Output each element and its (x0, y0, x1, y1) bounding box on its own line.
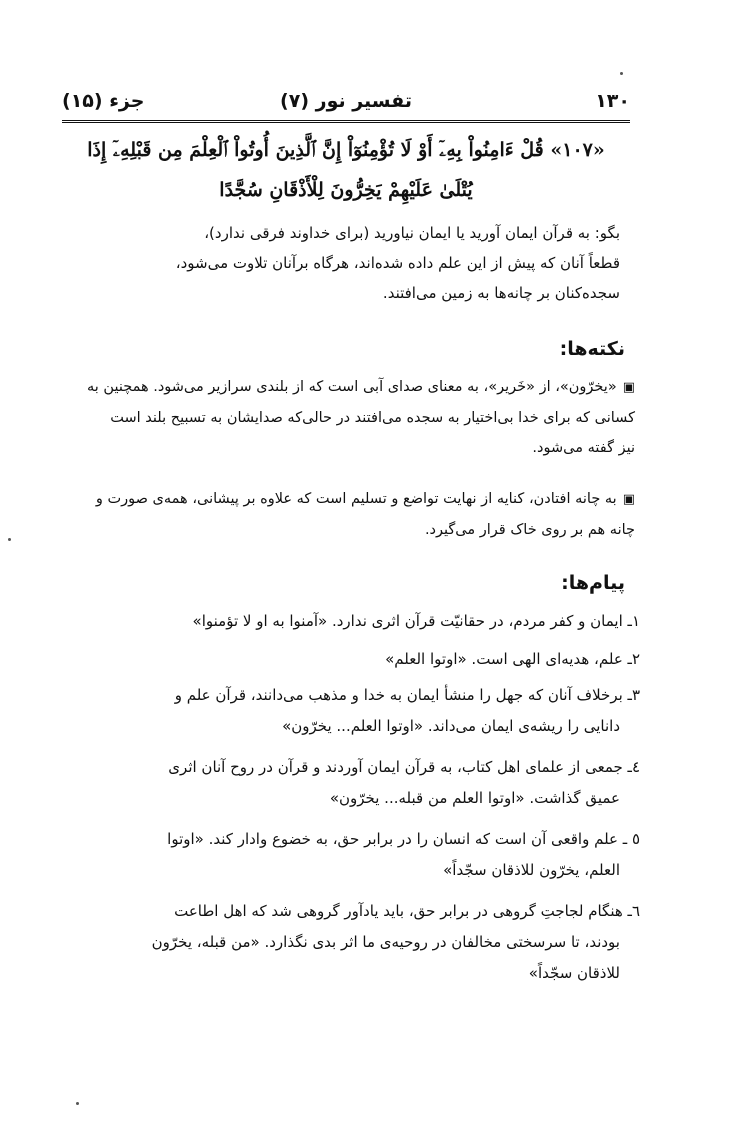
verse-line-1: «۱۰۷» قُلْ ءَامِنُواْ بِهِۦٓ أَوْ لَا تُؤْمِنُوٓاْ إِنَّ ٱلَّذِينَ أُوتُواْ ٱلْعِلْمَ مِن قَبْلِهِۦٓ إِذَا (87, 139, 605, 161)
message-2-line-1: ۲ـ علم، هدیه‌ای الهی است. «اوتوا العلم» (385, 650, 640, 668)
message-6-line-3: للاذقان سجّداً» (528, 964, 620, 982)
scan-speck (76, 1102, 79, 1105)
message-item (62, 644, 640, 675)
note-1-line-3: نیز گفته می‌شود. (532, 440, 635, 456)
message-4-line-1: ٤ـ جمعی از علمای اهل کتاب، به قرآن ایمان آوردند و قرآن در روح آنان اثری (168, 758, 640, 776)
notes-heading: نکته‌ها: (559, 338, 625, 360)
note-item (95, 484, 635, 545)
messages-heading: پیام‌ها: (561, 572, 625, 594)
book-title: تفسیر نور (۷) (280, 90, 412, 112)
translation-line-3: سجده‌کنان بر چانه‌ها به زمین می‌افتند. (382, 284, 620, 302)
message-1-line-1: ۱ـ ایمان و کفر مردم، در حقانیّت قرآن اثری ندارد. «آمنوا به او لا تؤمنوا» (192, 612, 640, 630)
note-item (87, 372, 635, 463)
message-item (62, 606, 640, 637)
message-item (62, 896, 640, 989)
page-header (62, 88, 630, 123)
message-item (62, 680, 640, 742)
scan-speck (8, 538, 11, 541)
note-1-line-1: «یخرّون»، از «خَریر»، به معنای صدای آبی است که از بلندی سرازیر می‌شود. همچنین به (87, 379, 617, 395)
verse-line-2: يُتْلَىٰ عَلَيْهِمْ يَخِرُّونَ لِلْأَذْقَانِ سُجَّدًا (219, 179, 473, 201)
translation-line-1: بگو: به قرآن ایمان آورید یا ایمان نیاورید (برای خداوند فرقی ندارد)، (204, 224, 620, 242)
juz-label: جزء (۱۵) (62, 90, 145, 112)
verse-translation (90, 218, 620, 308)
note-2-line-2: چانه هم بر روی خاک قرار می‌گیرد. (424, 522, 635, 538)
quran-verse (62, 130, 630, 210)
message-item (62, 752, 640, 814)
page-number: ۱۳۰ (595, 90, 630, 112)
message-6-line-2: بودند، تا سرسختی مخالفان در روحیه‌ی ما اثر بدی نگذارد. «من قبله، یخرّون (151, 933, 620, 951)
square-bullet-icon: ▣ (622, 492, 635, 507)
square-bullet-icon: ▣ (622, 380, 635, 395)
message-5-line-2: العلم، یخرّون للاذقان سجّداً» (443, 861, 620, 879)
message-3-line-2: دانایی را ریشه‌ی ایمان می‌داند. «اوتوا العلم... یخرّون» (282, 717, 620, 735)
message-6-line-1: ٦ـ هنگام لجاجتِ گروهی در برابر حق، باید یادآور گروهی شد که اهل اطاعت (174, 902, 640, 920)
message-item (62, 824, 640, 886)
message-5-line-1: ٥ ـ علم واقعی آن است که انسان را در برابر حق، به خضوع وادار کند. «اوتوا (167, 830, 640, 848)
scan-speck (620, 72, 623, 75)
message-3-line-1: ۳ـ برخلاف آنان که جهل را منشأ ایمان به خدا و مذهب می‌دانند، قرآن علم و (174, 686, 640, 704)
message-4-line-2: عمیق گذاشت. «اوتوا العلم من قبله... یخرّون» (329, 789, 620, 807)
note-2-line-1: به چانه افتادن، کنایه از نهایت تواضع و تسلیم است که علاوه بر پیشانی، همه‌ی صورت و (95, 491, 617, 507)
note-1-line-2: کسانی که برای خدا بی‌اختیار به سجده می‌افتند در حالی‌که صدایشان به تسبیح بلند است (110, 410, 635, 426)
translation-line-2: قطعاً آنان که پیش از این علم داده شده‌اند، هرگاه برآنان تلاوت می‌شود، (175, 254, 620, 272)
